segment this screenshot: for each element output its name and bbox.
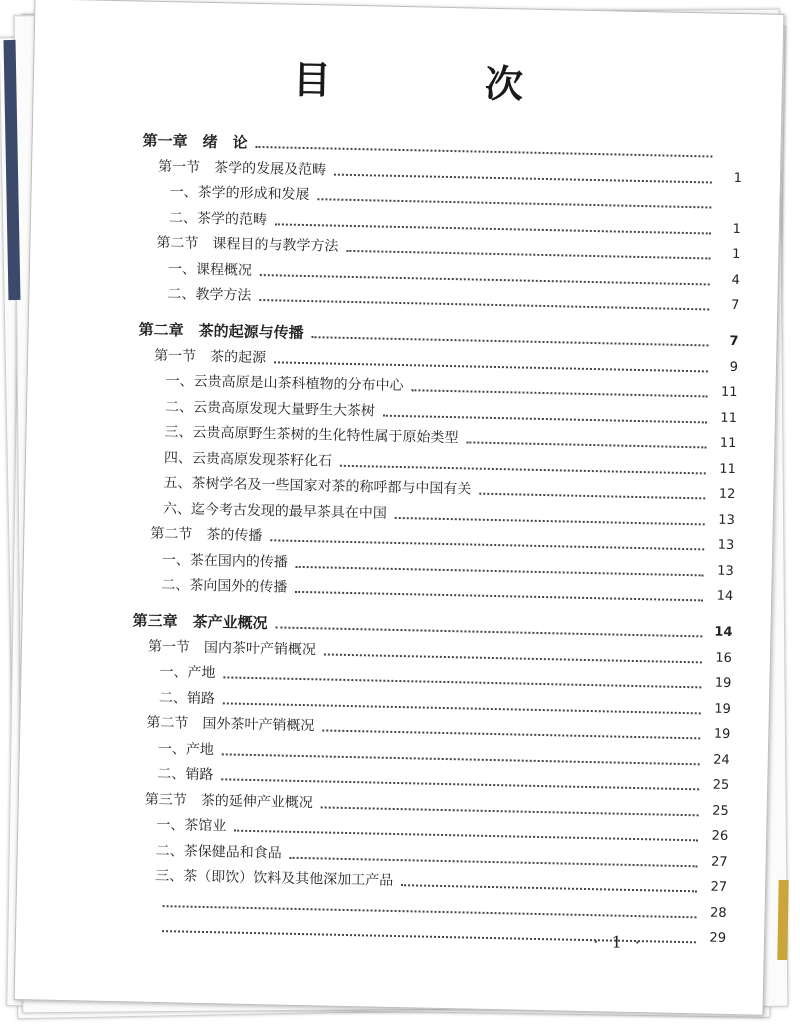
toc-entry-label: 第二节 茶的传播	[150, 525, 263, 545]
toc-entry-label: 二、销路	[158, 689, 216, 707]
toc-entry-label: 第三节 茶的延伸产业概况	[144, 791, 313, 811]
toc-entry-label: 第一节 茶的起源	[153, 347, 267, 366]
toc-entry-page: 13	[718, 512, 735, 528]
toc-entry-label: 二、云贵高原发现大量野生大茶树	[164, 398, 376, 419]
toc-entry-label: 第二节 国外茶叶产销概况	[146, 714, 315, 735]
toc-entry-label: 二、茶向国外的传播	[161, 577, 288, 596]
page-number: · 1 ·	[593, 932, 645, 953]
toc-entry-label: 一、产地	[157, 740, 215, 758]
toc-entry-page: 11	[720, 384, 738, 401]
toc-entry-page: 1	[732, 221, 742, 237]
toc-entry-page: 19	[714, 675, 732, 691]
toc-entry-page: 7	[729, 333, 739, 350]
toc-entry-label: 二、茶学的范畴	[168, 209, 268, 228]
toc-entry-label: 第一节 国内茶叶产销概况	[147, 638, 317, 658]
toc-entry-page: 16	[715, 650, 733, 666]
toc-leader-dots	[259, 299, 709, 310]
toc-entry-page: 29	[709, 930, 727, 946]
toc-entry-page: 14	[714, 624, 733, 641]
toc-entry-page: 4	[731, 272, 740, 288]
toc-leader-dots	[295, 591, 703, 602]
toc-entry-label: 第二节 课程目的与教学方法	[156, 234, 339, 255]
toc-entry-page: 9	[729, 359, 739, 375]
toc-entry-page: 7	[730, 297, 740, 314]
toc-entry-page: 11	[720, 410, 738, 426]
toc-entry-label: 一、课程概况	[167, 260, 253, 279]
toc-entry-label: 一、茶馆业	[156, 816, 227, 835]
toc-entry-page: 19	[714, 701, 731, 717]
toc-entry-page: 26	[711, 828, 729, 844]
toc-entry-page: 24	[713, 752, 730, 768]
toc-entry-label: 第一节 茶学的发展及范畴	[157, 158, 327, 178]
toc-entry-page: 11	[719, 435, 737, 452]
toc-entry-page: 25	[712, 777, 730, 793]
toc-entry-page: 19	[713, 726, 731, 742]
toc-entry-label: 六、迄今考古发现的最早茶具在中国	[162, 500, 388, 522]
toc-entry-page: 12	[718, 486, 736, 503]
toc-entry-page: 13	[717, 563, 734, 579]
toc-entry-page: 1	[733, 170, 743, 186]
toc-entry-page: 13	[717, 537, 735, 554]
toc-entry-label: 第一章 绪 论	[142, 131, 248, 152]
page-title: 目 次	[292, 57, 582, 108]
toc-entry-page: 25	[712, 803, 729, 819]
toc-entry-label: 一、云贵高原是山茶科植物的分布中心	[165, 373, 404, 395]
toc-entry-page: 14	[716, 588, 734, 605]
toc-entry-label: 五、茶树学名及一些国家对茶的称呼都与中国有关	[163, 475, 472, 498]
toc-entry-label: 三、茶（即饮）饮料及其他深加工产品	[155, 867, 394, 889]
toc-entry-label: 四、云贵高原发现茶籽化石	[163, 449, 333, 470]
toc-entry-page: 11	[719, 461, 737, 477]
toc-entry-label: 一、产地	[159, 664, 216, 682]
toc-entry-page: 27	[710, 879, 728, 895]
book-cover-edge	[777, 880, 788, 960]
toc-entry-page: 28	[709, 905, 727, 921]
toc-entry-label: 第三章 茶产业概况	[132, 611, 268, 633]
table-of-contents	[126, 114, 743, 948]
toc-entry-page: 1	[731, 246, 741, 263]
toc-entry-label: 二、教学方法	[167, 286, 252, 304]
toc-entry-label: 二、销路	[157, 765, 214, 784]
toc-entry-label: 二、茶保健品和食品	[155, 842, 282, 862]
document-page	[14, 0, 785, 1016]
toc-entry-label: 一、茶在国内的传播	[161, 551, 288, 571]
toc-entry-label: 三、云贵高原野生茶树的生化特性属于原始类型	[164, 424, 459, 447]
toc-entry-label: 一、茶学的形成和发展	[169, 184, 310, 204]
toc-entry-label: 第二章 茶的起源与传播	[138, 320, 304, 342]
toc-entry-page: 27	[710, 854, 728, 870]
